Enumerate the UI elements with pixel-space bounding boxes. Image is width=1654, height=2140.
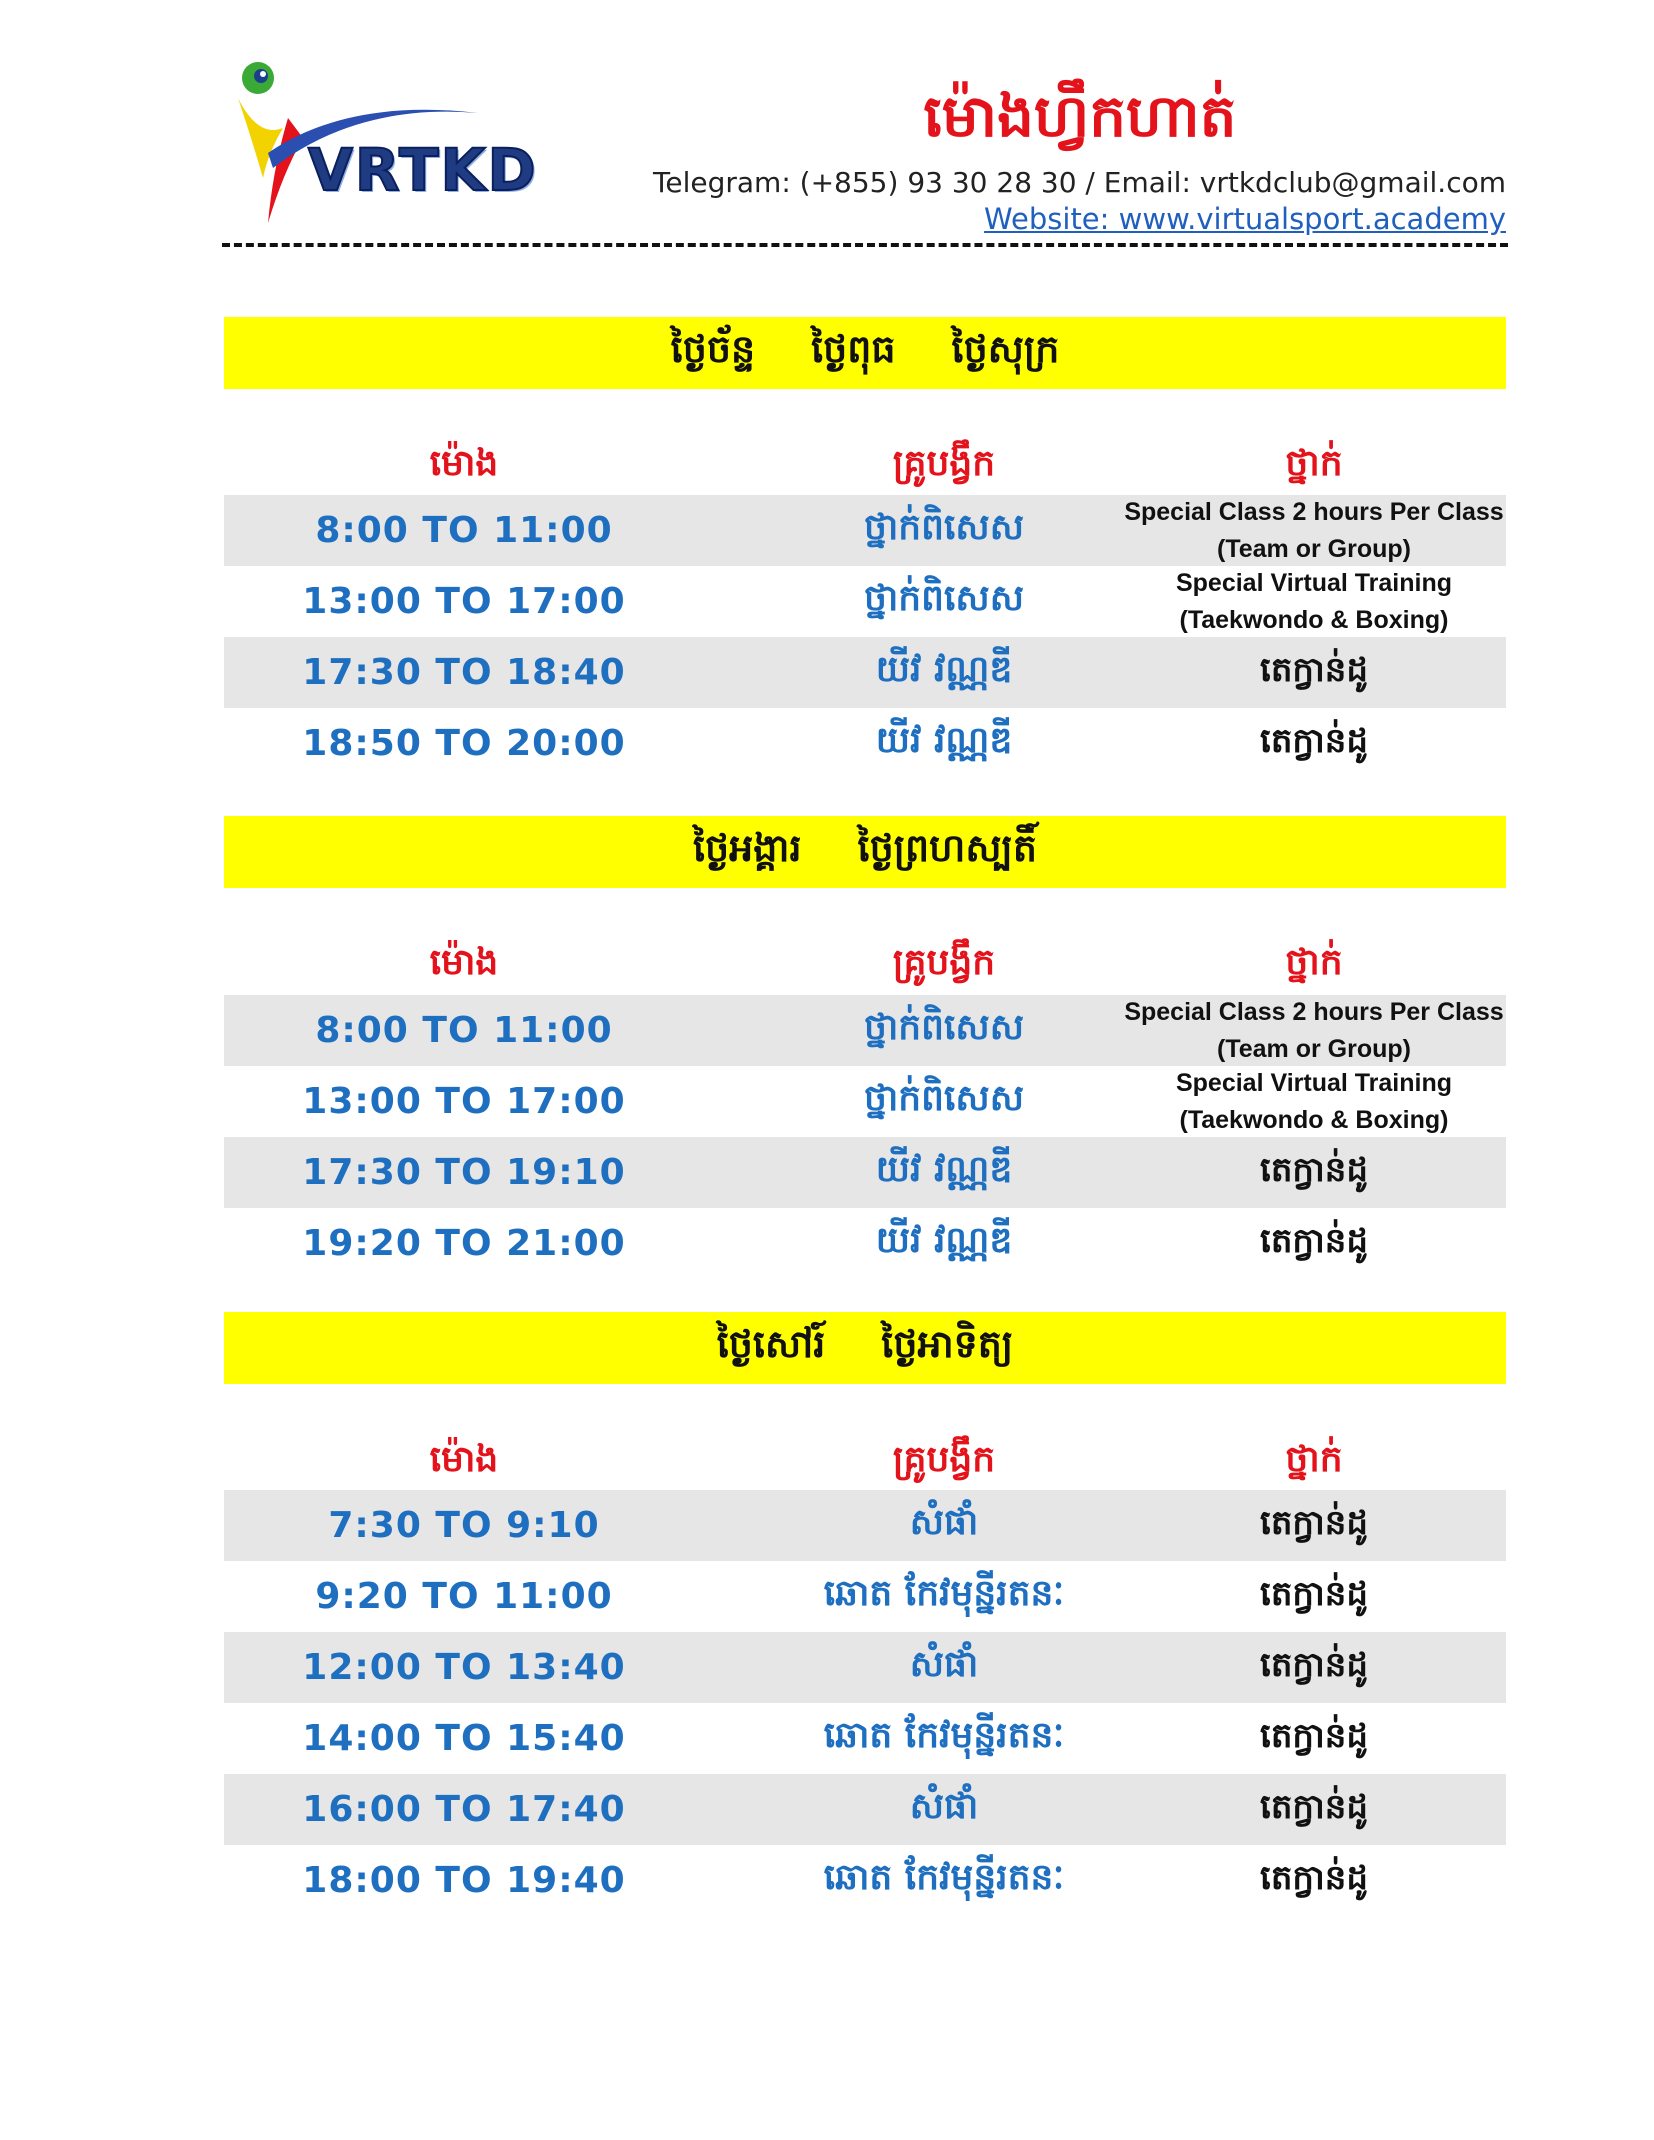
website-link[interactable]: Website: www.virtualsport.academy [984, 202, 1506, 236]
column-header-time: ម៉ោង [429, 941, 499, 983]
table-row [224, 708, 1506, 779]
time-cell: 18:00 TO 19:40 [302, 1860, 626, 1901]
column-header-coach: គ្រូបង្វឹក [892, 941, 996, 983]
class-cell: តេក្វាន់ដូ [1260, 1715, 1368, 1756]
time-cell: 18:50 TO 20:00 [302, 723, 626, 764]
coach-cell: យីវ វណ្ណឌី [875, 648, 1013, 690]
page-title: ម៉ោងហ្វឹកហាត់ [923, 82, 1237, 150]
coach-cell: ឆោត កែវមុន្នីរតនៈ [823, 1856, 1065, 1898]
time-cell: 17:30 TO 19:10 [302, 1152, 626, 1193]
column-headers [224, 939, 1506, 995]
time-cell: 19:20 TO 21:00 [302, 1223, 626, 1264]
class-cell: តេក្វាន់ដូ [1260, 720, 1368, 761]
class-cell: តេក្វាន់ដូ [1260, 1220, 1368, 1261]
time-cell: 9:20 TO 11:00 [315, 1576, 613, 1617]
class-cell: តេក្វាន់ដូ [1260, 1644, 1368, 1685]
column-header-time: ម៉ោង [429, 442, 499, 484]
coach-cell: ឆោត កែវមុន្នីរតនៈ [823, 1572, 1065, 1614]
class-cell: តេក្វាន់ដូ [1260, 1857, 1368, 1898]
class-cell: តេក្វាន់ដូ [1260, 1502, 1368, 1543]
class-cell: តេក្វាន់ដូ [1260, 1786, 1368, 1827]
column-header-coach: គ្រូបង្វឹក [892, 1438, 996, 1480]
time-cell: 8:00 TO 11:00 [315, 1010, 613, 1051]
column-header-class: ថ្នាក់ [1285, 442, 1343, 484]
header [0, 0, 1654, 260]
day-label: ថ្ងៃព្រហស្បតិ៍ [857, 825, 1037, 870]
table-row [224, 995, 1506, 1066]
class-cell: Special Virtual Training (Taekwondo & Boxing) [1175, 1068, 1452, 1134]
contact-line: Telegram: (+855) 93 30 28 30 / Email: vrtkdclub@gmail.com [653, 166, 1506, 199]
coach-cell: យីវ វណ្ណឌី [875, 1219, 1013, 1261]
table-row [224, 1208, 1506, 1279]
coach-cell: សំផាំ [909, 1785, 979, 1827]
coach-cell: សំផាំ [909, 1643, 979, 1685]
column-header-time: ម៉ោង [429, 1438, 499, 1480]
vrtkd-logo [228, 58, 608, 228]
day-label: ថ្ងៃអាទិត្យ [881, 1321, 1014, 1366]
table-row [224, 637, 1506, 708]
table-row [224, 1632, 1506, 1703]
class-cell: តេក្វាន់ដូ [1260, 1149, 1368, 1190]
table-row [224, 1845, 1506, 1916]
day-band-sat-sun [224, 1312, 1506, 1384]
table-row [224, 1137, 1506, 1208]
coach-cell: យីវ វណ្ណឌី [875, 1148, 1013, 1190]
class-cell: Special Class 2 hours Per Class (Team or Group) [1124, 497, 1504, 563]
day-band-mon-wed-fri [224, 317, 1506, 389]
coach-cell: សំផាំ [909, 1501, 979, 1543]
time-cell: 12:00 TO 13:40 [302, 1647, 626, 1688]
day-label: ថ្ងៃសុក្រ [951, 326, 1060, 371]
header-divider [222, 243, 1508, 247]
table-row [224, 1561, 1506, 1632]
table-row [224, 1066, 1506, 1137]
time-cell: 16:00 TO 17:40 [302, 1789, 626, 1830]
day-label: ថ្ងៃច័ន្ទ [670, 326, 756, 371]
time-cell: 17:30 TO 18:40 [302, 652, 626, 693]
logo-text: VRTKD [308, 136, 538, 204]
class-cell: Special Class 2 hours Per Class (Team or Group) [1124, 997, 1504, 1063]
table-row [224, 1703, 1506, 1774]
table-row [224, 495, 1506, 566]
coach-cell: ថ្នាក់ពិសេស [864, 577, 1024, 619]
column-header-class: ថ្នាក់ [1285, 941, 1343, 983]
table-row [224, 566, 1506, 637]
coach-cell: ឆោត កែវមុន្នីរតនៈ [823, 1714, 1065, 1756]
schedule-table [224, 495, 1506, 779]
class-cell: តេក្វាន់ដូ [1260, 1573, 1368, 1614]
column-header-class: ថ្នាក់ [1285, 1438, 1343, 1480]
table-row [224, 1490, 1506, 1561]
time-cell: 13:00 TO 17:00 [302, 1081, 626, 1122]
coach-cell: យីវ វណ្ណឌី [875, 719, 1013, 761]
time-cell: 7:30 TO 9:10 [328, 1505, 600, 1546]
column-header-coach: គ្រូបង្វឹក [892, 442, 996, 484]
class-cell: តេក្វាន់ដូ [1260, 649, 1368, 690]
time-cell: 14:00 TO 15:40 [302, 1718, 626, 1759]
coach-cell: ថ្នាក់ពិសេស [864, 1006, 1024, 1048]
day-label: ថ្ងៃសៅរ៍ [716, 1321, 826, 1366]
coach-cell: ថ្នាក់ពិសេស [864, 506, 1024, 548]
schedule-table [224, 1490, 1506, 1916]
day-band-tue-thu [224, 816, 1506, 888]
coach-cell: ថ្នាក់ពិសេស [864, 1077, 1024, 1119]
schedule-table [224, 995, 1506, 1279]
day-label: ថ្ងៃអង្គារ [693, 825, 802, 870]
time-cell: 13:00 TO 17:00 [302, 581, 626, 622]
class-cell: Special Virtual Training (Taekwondo & Boxing) [1175, 568, 1452, 634]
table-row [224, 1774, 1506, 1845]
day-label: ថ្ងៃពុធ [811, 326, 896, 371]
column-headers [224, 440, 1506, 496]
column-headers [224, 1436, 1506, 1492]
time-cell: 8:00 TO 11:00 [315, 510, 613, 551]
